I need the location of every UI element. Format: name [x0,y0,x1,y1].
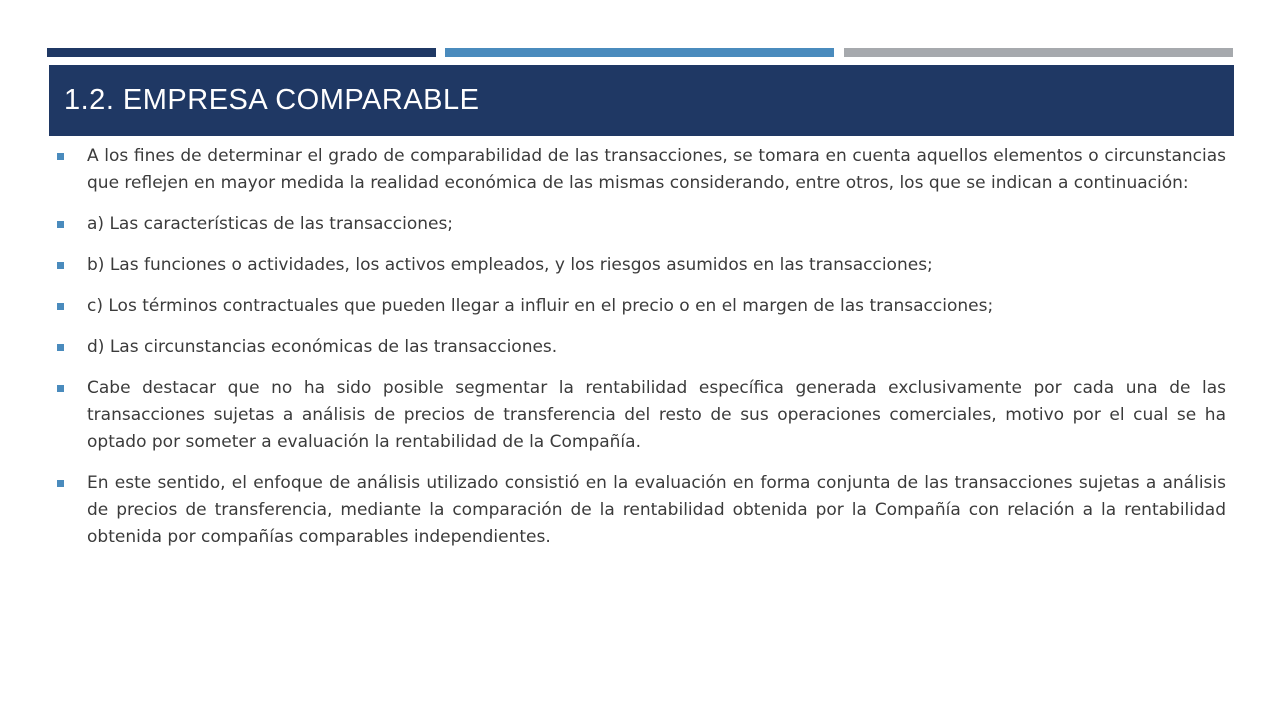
bullet-text: A los fines de determinar el grado de comparabilidad de las transacciones, se tomara en cuenta aquellos elementos o circunstancias que reflejen en mayor medida la realidad económica de las mismas considerando, entre otros, los que se indican a continuación: [87,146,1226,193]
slide-title: 1.2. EMPRESA COMPARABLE [64,84,480,116]
accent-bar-blue [445,48,834,57]
square-bullet-icon [57,153,64,160]
bullet-item-5 [54,334,1226,361]
bullet-item-3 [54,252,1226,279]
square-bullet-icon [57,262,64,269]
bullet-text: d) Las circunstancias económicas de las transacciones. [87,337,558,357]
bullet-item-2 [54,211,1226,238]
square-bullet-icon [57,385,64,392]
bullet-text: Cabe destacar que no ha sido posible segmentar la rentabilidad específica generada exclusivamente por cada una de las transacciones sujetas a análisis de precios de transferencia del resto de sus operaciones comerciales, motivo por el cual se ha optado por someter a evaluación la rentabilidad de la Compañía. [87,378,1226,452]
bullet-text: a) Las características de las transacciones; [87,214,454,234]
bullet-text: b) Las funciones o actividades, los activos empleados, y los riesgos asumidos en las transacciones; [87,255,933,275]
bullet-text: En este sentido, el enfoque de análisis utilizado consistió en la evaluación en forma conjunta de las transacciones sujetas a análisis de precios de transferencia, mediante la comparación de la rentabilidad obtenida por la Compañía con relación a la rentabilidad obtenida por compañías comparables independientes. [87,473,1226,547]
square-bullet-icon [57,344,64,351]
title-band [49,65,1234,136]
square-bullet-icon [57,303,64,310]
accent-bar-dark [47,48,436,57]
bullet-text: c) Los términos contractuales que pueden llegar a influir en el precio o en el margen de las transacciones; [87,296,994,316]
bullet-item-6 [54,375,1226,456]
bullet-item-4 [54,293,1226,320]
square-bullet-icon [57,480,64,487]
bullet-item-7 [54,470,1226,551]
square-bullet-icon [57,221,64,228]
accent-bar-gray [844,48,1233,57]
bullet-item-1 [54,143,1226,197]
bullet-list [54,143,1226,565]
